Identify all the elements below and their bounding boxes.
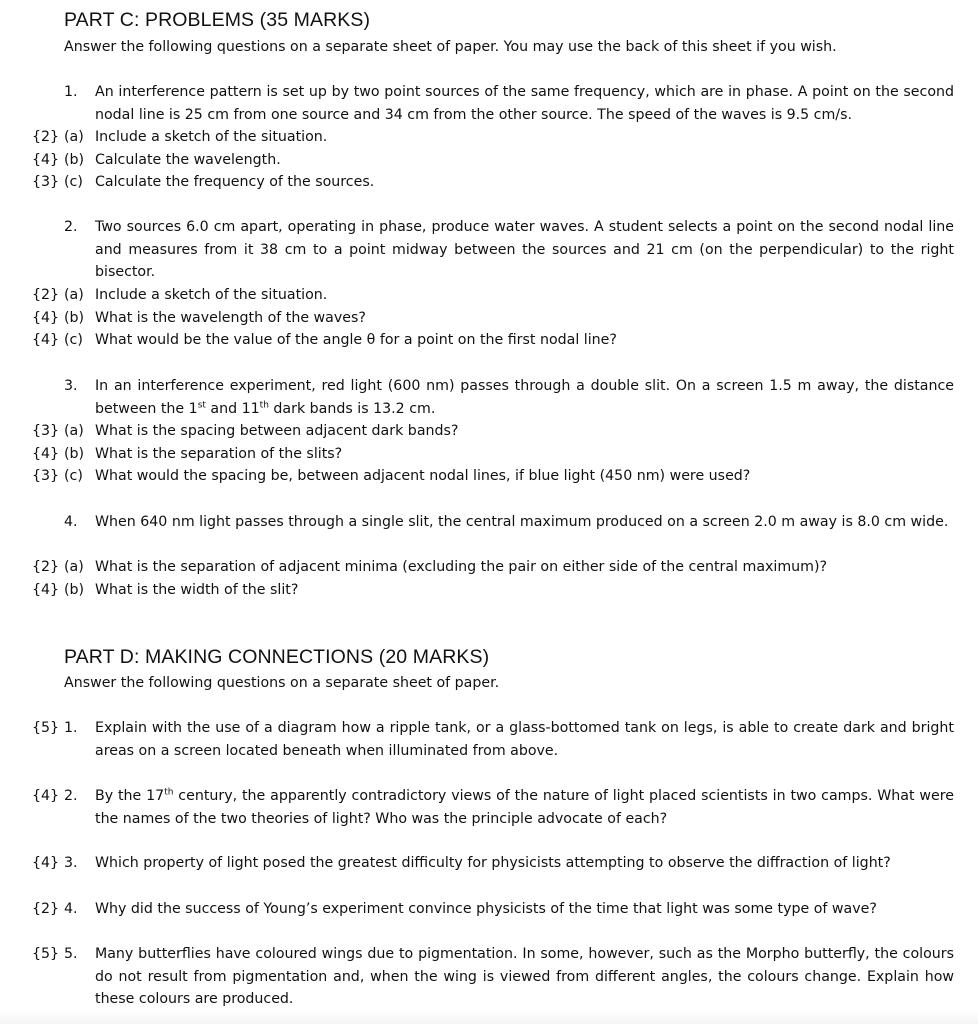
- part-c-instructions: Answer the following questions on a separate sheet of paper. You may use the back of this sheet if you wish.: [64, 39, 837, 55]
- question-text: Which property of light posed the greatest difficulty for physicists attempting to observe the diffraction of light?: [95, 855, 891, 871]
- part-letter: (a): [64, 423, 84, 439]
- question-part: [0, 556, 978, 579]
- question-part: [0, 307, 978, 330]
- question-text: Explain with the use of a diagram how a ripple tank, or a glass-bottomed tank on legs, is able to create dark and bright areas on a screen located beneath when illuminated from above.: [95, 720, 954, 759]
- question-text: Why did the success of Young’s experiment convince physicists of the time that light was some type of wave?: [95, 901, 877, 917]
- question-part: [0, 420, 978, 443]
- part-text: What would be the value of the angle θ for a point on the first nodal line?: [95, 332, 617, 349]
- question-part: [0, 465, 978, 488]
- marks-label: {5}: [32, 720, 60, 736]
- question-text: When 640 nm light passes through a single slit, the central maximum produced on a screen 2.0 m away is 8.0 cm wide.: [95, 514, 949, 530]
- part-letter: (a): [64, 287, 84, 303]
- part-d-instructions: Answer the following questions on a separate sheet of paper.: [64, 675, 500, 691]
- marks-label: {4}: [32, 151, 60, 168]
- question-part: [0, 171, 978, 194]
- part-letter: (c): [64, 332, 83, 349]
- marks-label: {3}: [32, 468, 60, 485]
- part-c-question-2: [0, 216, 978, 352]
- question-number: 2.: [64, 219, 78, 235]
- question-number: 2.: [64, 788, 78, 804]
- marks-label: {3}: [32, 174, 60, 191]
- question-number: 5.: [64, 946, 78, 962]
- question-part: [0, 284, 978, 307]
- part-text: Calculate the wavelength.: [95, 151, 281, 168]
- question-part: [0, 579, 978, 602]
- question-part: [0, 126, 978, 149]
- question-part: [0, 149, 978, 172]
- question-number: 3.: [64, 855, 78, 871]
- question-text: In an interference experiment, red light (600 nm) passes through a double slit. On a screen 1.5 m away, the distance between the 1st and 11th dark bands is 13.2 cm.: [95, 378, 954, 417]
- part-text: What would the spacing be, between adjacent nodal lines, if blue light (450 nm) were used?: [95, 468, 751, 485]
- part-letter: (c): [64, 174, 83, 191]
- part-letter: (a): [64, 559, 84, 575]
- marks-label: {5}: [32, 946, 60, 962]
- part-d-question-3: [0, 852, 978, 875]
- part-d-question-4: [0, 898, 978, 921]
- part-c-heading: PART C: PROBLEMS (35 MARKS): [64, 9, 371, 31]
- question-number: 3.: [64, 378, 78, 394]
- marks-label: {4}: [32, 445, 60, 462]
- part-text: Include a sketch of the situation.: [95, 287, 328, 303]
- question-part: [0, 443, 978, 466]
- part-text: What is the wavelength of the waves?: [95, 309, 366, 326]
- part-letter: (a): [64, 129, 84, 145]
- part-text: What is the separation of the slits?: [95, 445, 343, 462]
- part-c-question-4: [0, 511, 978, 601]
- marks-label: {2}: [32, 287, 60, 303]
- part-c-question-1: [0, 81, 978, 194]
- part-letter: (c): [64, 468, 83, 485]
- question-text: Two sources 6.0 cm apart, operating in phase, produce water waves. A student selects a point on the second nodal line and measures from it 38 cm to a point midway between the sources and 21 cm (on the perpendicular) to the right bisector.: [95, 219, 954, 281]
- part-text: What is the width of the slit?: [95, 581, 299, 598]
- question-text: By the 17th century, the apparently contradictory views of the nature of light placed scientists in two camps. What were the names of the two theories of light? Who was the principle advocate of each?: [95, 787, 954, 827]
- part-text: What is the separation of adjacent minima (excluding the pair on either side of the central maximum)?: [95, 559, 828, 575]
- part-d-question-5: [0, 943, 978, 1011]
- question-text: Many butterflies have coloured wings due to pigmentation. In some, however, such as the Morpho butterfly, the colours do not result from pigmentation and, when the wing is viewed from different angles, the colours change. Explain how these colours are produced.: [95, 946, 954, 1008]
- part-text: What is the spacing between adjacent dark bands?: [95, 423, 459, 439]
- marks-label: {2}: [32, 129, 60, 145]
- marks-label: {4}: [32, 309, 60, 326]
- question-part: [0, 329, 978, 352]
- marks-label: {4}: [32, 581, 60, 598]
- question-number: 4.: [64, 901, 78, 917]
- question-number: 1.: [64, 84, 78, 100]
- part-c-question-3: [0, 375, 978, 488]
- part-letter: (b): [64, 445, 85, 462]
- marks-label: {2}: [32, 901, 60, 917]
- marks-label: {4}: [32, 788, 60, 804]
- part-letter: (b): [64, 309, 85, 326]
- page-bottom-edge: [0, 1010, 978, 1024]
- part-letter: (b): [64, 581, 85, 598]
- part-d-heading: PART D: MAKING CONNECTIONS (20 MARKS): [64, 646, 490, 668]
- marks-label: {4}: [32, 855, 60, 871]
- part-text: Calculate the frequency of the sources.: [95, 174, 375, 191]
- marks-label: {3}: [32, 423, 60, 439]
- part-text: Include a sketch of the situation.: [95, 129, 328, 145]
- question-number: 4.: [64, 514, 78, 530]
- part-d-question-1: [0, 717, 978, 762]
- marks-label: {2}: [32, 559, 60, 575]
- part-letter: (b): [64, 151, 85, 168]
- question-text: An interference pattern is set up by two point sources of the same frequency, which are in phase. A point on the second nodal line is 25 cm from one source and 34 cm from the other source. The speed of the waves is 9.5 cm/s.: [95, 84, 954, 123]
- part-d-question-2: [0, 785, 978, 830]
- marks-label: {4}: [32, 332, 60, 349]
- question-number: 1.: [64, 720, 78, 736]
